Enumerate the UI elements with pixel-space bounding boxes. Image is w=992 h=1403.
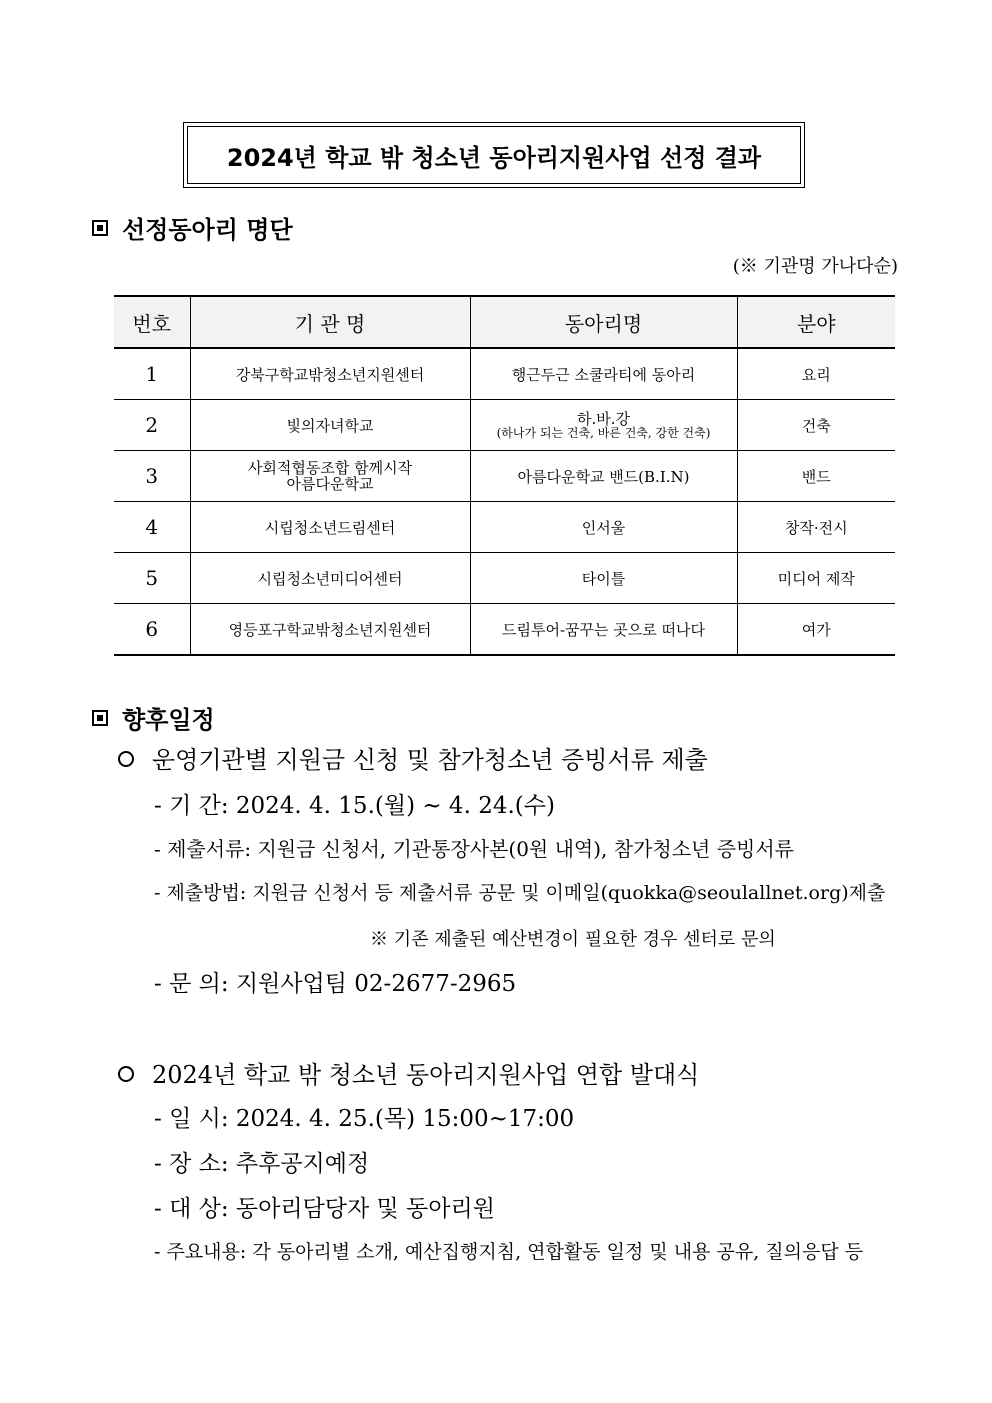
table-row: [114, 348, 895, 400]
row-field: 건축: [737, 400, 895, 451]
header-club: 동아리명: [470, 296, 737, 348]
row-organization: 빛의자녀학교: [190, 400, 470, 451]
section-heading-text: 향후일정: [122, 706, 215, 734]
table-row: [114, 553, 895, 604]
row-number: 4: [114, 502, 190, 553]
row-number: 6: [114, 604, 190, 656]
row-field: 창작·전시: [737, 502, 895, 553]
schedule-group2-place: - 장 소: 추후공지예정: [154, 1151, 370, 1177]
schedule-group2-content: - 주요내용: 각 동아리별 소개, 예산집행지침, 연합활동 일정 및 내용 공유, 질의응답 등: [154, 1241, 864, 1263]
row-club: 타이틀: [470, 553, 737, 604]
row-field: 요리: [737, 348, 895, 400]
table-row: [114, 604, 895, 656]
circle-bullet-icon: [118, 751, 134, 767]
row-field: 밴드: [737, 451, 895, 502]
schedule-group2-title: 2024년 학교 밖 청소년 동아리지원사업 연합 발대식: [152, 1061, 700, 1089]
row-club-subtitle: (하나가 되는 건축, 바른 건축, 강한 건축): [496, 425, 711, 440]
schedule-group2-target: - 대 상: 동아리담당자 및 동아리원: [154, 1196, 495, 1222]
schedule-group1-period: - 기 간: 2024. 4. 15.(월) ~ 4. 24.(수): [154, 793, 555, 819]
row-organization: 시립청소년드림센터: [190, 502, 470, 553]
row-club: [470, 400, 737, 451]
circle-bullet-icon: [118, 1066, 134, 1082]
row-organization-line1: 사회적협동조합 함께시작: [247, 459, 413, 477]
row-field: 미디어 제작: [737, 553, 895, 604]
row-organization: 강북구학교밖청소년지원센터: [190, 348, 470, 400]
sort-note: (※ 기관명 가나다순): [732, 256, 898, 277]
table-row: [114, 451, 895, 502]
schedule-group2-datetime: - 일 시: 2024. 4. 25.(목) 15:00~17:00: [154, 1106, 575, 1132]
row-club: 행근두근 소쿨라티에 동아리: [470, 348, 737, 400]
row-organization: 시립청소년미디어센터: [190, 553, 470, 604]
section-heading-text: 선정동아리 명단: [122, 216, 293, 244]
row-organization-line2: 아름다운학교: [286, 475, 374, 493]
row-number: 2: [114, 400, 190, 451]
header-number: 번호: [114, 296, 190, 348]
schedule-group2-bullet: [118, 1055, 699, 1090]
row-number: 5: [114, 553, 190, 604]
section-heading-schedule: [92, 700, 215, 735]
schedule-group1-contact: - 문 의: 지원사업팀 02-2677-2965: [154, 971, 517, 997]
title-box: [183, 122, 805, 188]
row-club-name: 하.바.강: [576, 409, 630, 428]
header-organization: 기 관 명: [190, 296, 470, 348]
page-title: 2024년 학교 밖 청소년 동아리지원사업 선정 결과: [187, 126, 801, 184]
schedule-group1-documents: - 제출서류: 지원금 신청서, 기관통장사본(0원 내역), 참가청소년 증빙서류: [154, 837, 795, 861]
section-heading-selected-clubs: [92, 210, 293, 245]
table-row: [114, 400, 895, 451]
table-header-row: [114, 296, 895, 348]
square-bullet-icon: [92, 220, 108, 236]
row-organization: 영등포구학교밖청소년지원센터: [190, 604, 470, 656]
table-row: [114, 502, 895, 553]
schedule-group1-title: 운영기관별 지원금 신청 및 참가청소년 증빙서류 제출: [152, 746, 708, 774]
row-club: 드림투어-꿈꾸는 곳으로 떠나다: [470, 604, 737, 656]
schedule-group1-method: - 제출방법: 지원금 신청서 등 제출서류 공문 및 이메일(quokka@seoulallnet.org)제출: [154, 882, 886, 904]
schedule-group1-bullet: [118, 740, 708, 775]
row-number: 1: [114, 348, 190, 400]
square-bullet-icon: [92, 710, 108, 726]
row-field: 여가: [737, 604, 895, 656]
row-number: 3: [114, 451, 190, 502]
header-field: 분야: [737, 296, 895, 348]
schedule-group1-note: ※ 기존 제출된 예산변경이 필요한 경우 센터로 문의: [370, 929, 776, 950]
row-club: 인서울: [470, 502, 737, 553]
row-club: 아름다운학교 밴드(B.I.N): [470, 451, 737, 502]
clubs-table: [114, 295, 895, 656]
row-organization: [190, 451, 470, 502]
